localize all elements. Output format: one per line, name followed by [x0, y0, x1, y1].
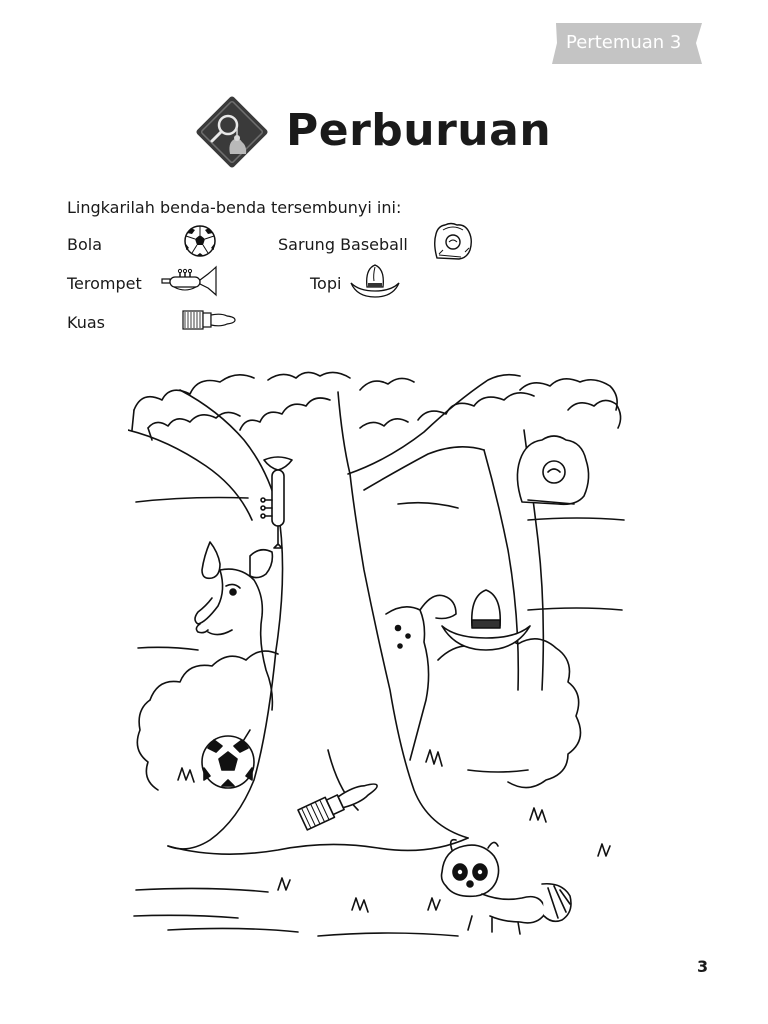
cowboy-hat-icon	[349, 261, 401, 301]
instruction-text: Lingkarilah benda-benda tersembunyi ini:	[67, 198, 402, 217]
item-label-bola: Bola	[67, 235, 103, 254]
page-number: 3	[697, 957, 709, 976]
item-label-terompet: Terompet	[67, 274, 142, 293]
magnifier-badge-icon	[192, 92, 272, 172]
soccer-ball-icon	[183, 224, 217, 258]
baseball-glove-icon	[429, 220, 477, 262]
item-label-sarung-baseball: Sarung Baseball	[278, 235, 408, 254]
item-label-topi: Topi	[310, 274, 342, 293]
session-tab-label: Pertemuan 3	[566, 32, 682, 53]
page-title: Perburuan	[286, 105, 552, 156]
item-label-kuas: Kuas	[67, 313, 105, 332]
paintbrush-icon	[181, 307, 237, 333]
trumpet-icon	[158, 265, 220, 297]
session-tab	[552, 23, 702, 64]
hidden-objects-illustration	[128, 370, 628, 950]
